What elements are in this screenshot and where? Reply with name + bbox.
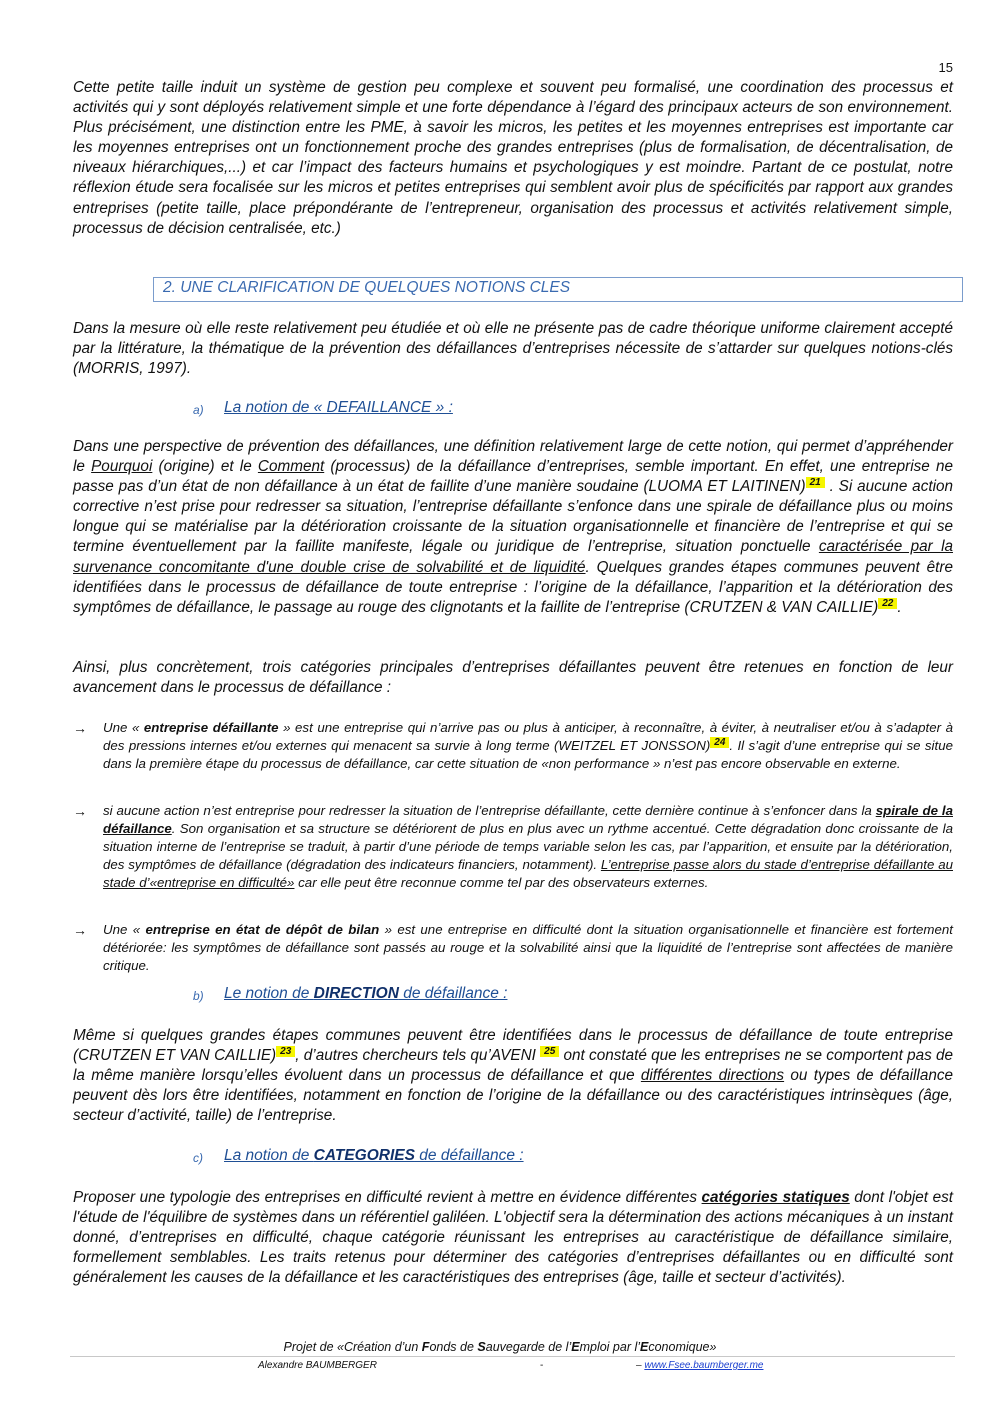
- bullet-spirale: [73, 802, 953, 914]
- footer-divider: [70, 1356, 955, 1357]
- paragraph-categories: Proposer une typologie des entreprises en difficulté revient à mettre en évidence différentes catégories statiques dont l'objet est l'étude de l'équilibre de systèmes dans un référentiel galiléen. L'objectif sera la détermination des actions mécaniques à un instant donné, d’entreprises en difficulté, chaque catégorie réunissant les entreprises au caractéristique de défaillance similaire, formellement semblables. Les traits retenus pour déterminer des catégories d’entreprises défaillantes ou en difficulté sont généralement les causes de la défaillance et les caractéristiques des entreprises (âge, taille et secteur d’activités).: [73, 1189, 953, 1287]
- arrow-right-icon: →: [73, 803, 87, 819]
- paragraph-direction: Même si quelques grandes étapes communes peuvent être identifiées dans le processus de défaillance de toute entreprise (CRUTZEN ET VAN CAILLIE) $^{23}$ , d’autres chercheurs tels qu’AVENI $^{25}$ ont constaté que les entreprises ne se comportent pas de la même manière lorsqu’elles évoluent dans un processus de défaillance et que différentes directions ou types de défaillance peuvent dès lors être identifiées, notamment en fonction de l’origine de la défaillance ou des caractéristiques intrinsèques (âge, secteur d’activité, taille) de l’entreprise.: [73, 1027, 953, 1125]
- underlined-pourquoi: Pourquoi: [91, 458, 153, 476]
- footer-project-title: Projet de «Création d’un Fonds de Sauvegarde de l’Emploi par l’Economique»: [283, 1340, 717, 1354]
- website-link[interactable]: www.Fsee.baumberger.me: [644, 1360, 764, 1371]
- paragraph-intro: Cette petite taille induit un système de gestion peu complexe et souvent peu formalisé, une coordination des processus et activités qui y sont déployés relativement simple et une forte dépendance à l’égard des principaux acteurs de son environnement. Plus précisément, une distinction entre les PME, à savoir les micros, les petites et les moyennes entreprises est importante car les moyennes entreprises ont un fonctionnement proche des grandes entreprises (plus de formalisation, de décentralisation, de niveaux hiérarchiques,...) et car l’impact des facteurs humains et psychologiques y est moindre. Partant de ce postulat, notre réflexion étude sera focalisée sur les micros et petites entreprises qui semblent avoir plus de spécificités par rapport aux grandes entreprises (petite taille, place prépondérante de l’entrepreneur, organisation des processus et activités relativement simple, processus de décision centralisée, etc.): [73, 79, 953, 237]
- underlined-crise: caractérisée par la survenance concomitante d'une double crise de solvabilité et de liquidité: [73, 538, 953, 576]
- footnote-ref-23[interactable]: 23: [276, 1046, 295, 1057]
- footer-website: – www.Fsee.baumberger.me: [636, 1360, 764, 1371]
- underlined-directions: différentes directions: [640, 1067, 785, 1085]
- underlined-comment: Comment: [257, 458, 325, 476]
- footnote-ref-22[interactable]: 22: [878, 598, 897, 609]
- bullet-text: Une « entreprise défaillante » est une entreprise qui n’arrive pas ou plus à anticiper, à reconnaître, à éviter, à neutraliser et/ou à s’adapter à des pressions internes et/ou externes qui menacent sa survie à long terme (WEITZEL ET JONSSON) $^{24}$ . Il s’agit d’une entreprise qui se situe dans la première étape du processus de défaillance, car cette situation de «non performance » n’est pas encore observable en externe.: [103, 720, 953, 771]
- footnote-ref-25[interactable]: 25: [540, 1046, 559, 1057]
- bullet-text: Une « entreprise en état de dépôt de bilan » est une entreprise en difficulté dont la situation organisationnelle et financière est fortement détériorée: les symptômes de défaillance sont passés au rouge et la solvabilité ainsi que la liquidité de l’entreprise sont affectées de manière critique.: [103, 922, 953, 973]
- bullet-text: si aucune action n’est entreprise pour redresser la situation de l’entreprise défaillante, cette dernière continue à s’enfoncer dans la spirale de la défaillance. Son organisation et sa structure se détériorent de plus en plus avec un rythme accentué. Cette dégradation donc croissante de la situation interne de l’entreprise se traduit, à partir d’une période de temps variable selon les cas, par l’apparition, et ensuite par la détérioration, des symptômes de défaillance (dégradation des indicateurs financiers, notamment). L’entreprise passe alors du stade d’entreprise défaillante au stade d’«entreprise en difficulté» car elle peut être reconnue comme tel par des observateurs externes.: [103, 803, 953, 890]
- bullet-entreprise-defaillante: [73, 719, 953, 795]
- footnote-ref-24[interactable]: 24: [710, 737, 729, 748]
- bold-categories-statiques: catégories statiques: [701, 1189, 850, 1206]
- subheading-c: [193, 1147, 593, 1169]
- subheading-b: [193, 985, 593, 1007]
- subheading-a: [193, 399, 593, 421]
- arrow-right-icon: →: [73, 720, 87, 736]
- arrow-right-icon: →: [73, 922, 87, 938]
- subheading-b-letter: b): [193, 989, 204, 1003]
- footer-separator: -: [540, 1360, 544, 1371]
- subheading-c-letter: c): [193, 1151, 203, 1165]
- subheading-a-letter: a): [193, 403, 204, 417]
- paragraph-categories-intro: Ainsi, plus concrètement, trois catégories principales d’entreprises défaillantes peuvent être retenues en fonction de leur avancement dans le processus de défaillance :: [73, 659, 953, 697]
- subheading-a-text: La notion de « DEFAILLANCE » :: [224, 399, 453, 416]
- footnote-ref-21[interactable]: 21: [806, 477, 825, 488]
- page-number: 15: [938, 60, 953, 75]
- paragraph-defaillance: Dans une perspective de prévention des défaillances, une définition relativement large de cette notion, qui permet d’appréhender le Pourquoi (origine) et le Comment (processus) de la défaillance d’entreprises, semble important. En effet, une entreprise ne passe pas d’un état de non défaillance à un état de faillite d’une manière soudaine (LUOMA ET LAITINEN) $^{21}$ . Si aucune action corrective n’est prise pour redresser sa situation, l’entreprise défaillante s’enfonce dans une spirale de défaillance plus ou moins longue qui se matérialise par la détérioration croissante de la situation organisationnelle et financière de l’entreprise et qui se termine éventuellement par la faillite manifeste, légale ou juridique de l’entreprise, situation ponctuelle caractérisée par la survenance concomitante d'une double crise de solvabilité et de liquidité. Quelques grandes étapes communes peuvent être identifiées dans le processus de défaillance de toute entreprise : l’origine de la défaillance, l’apparition et la détérioration des symptômes de défaillance, le passage au rouge des clignotants et la faillite de l’entreprise (CRUTZEN & VAN CAILLIE) $^{22}$ .: [73, 438, 953, 616]
- section-title: 2. UNE CLARIFICATION DE QUELQUES NOTIONS CLES: [163, 279, 571, 296]
- footer-author: Alexandre BAUMBERGER: [258, 1360, 377, 1371]
- paragraph-notions: Dans la mesure où elle reste relativement peu étudiée et où elle ne présente pas de cadre théorique uniforme clairement accepté par la littérature, la thématique de la prévention des défaillances d’entreprises nécessite de s’attarder sur quelques notions-clés (MORRIS, 1997).: [73, 320, 953, 378]
- subheading-b-text: Le notion de DIRECTION de défaillance :: [224, 985, 508, 1002]
- bullet-depot-bilan: [73, 921, 953, 977]
- subheading-c-text: La notion de CATEGORIES de défaillance :: [224, 1147, 524, 1164]
